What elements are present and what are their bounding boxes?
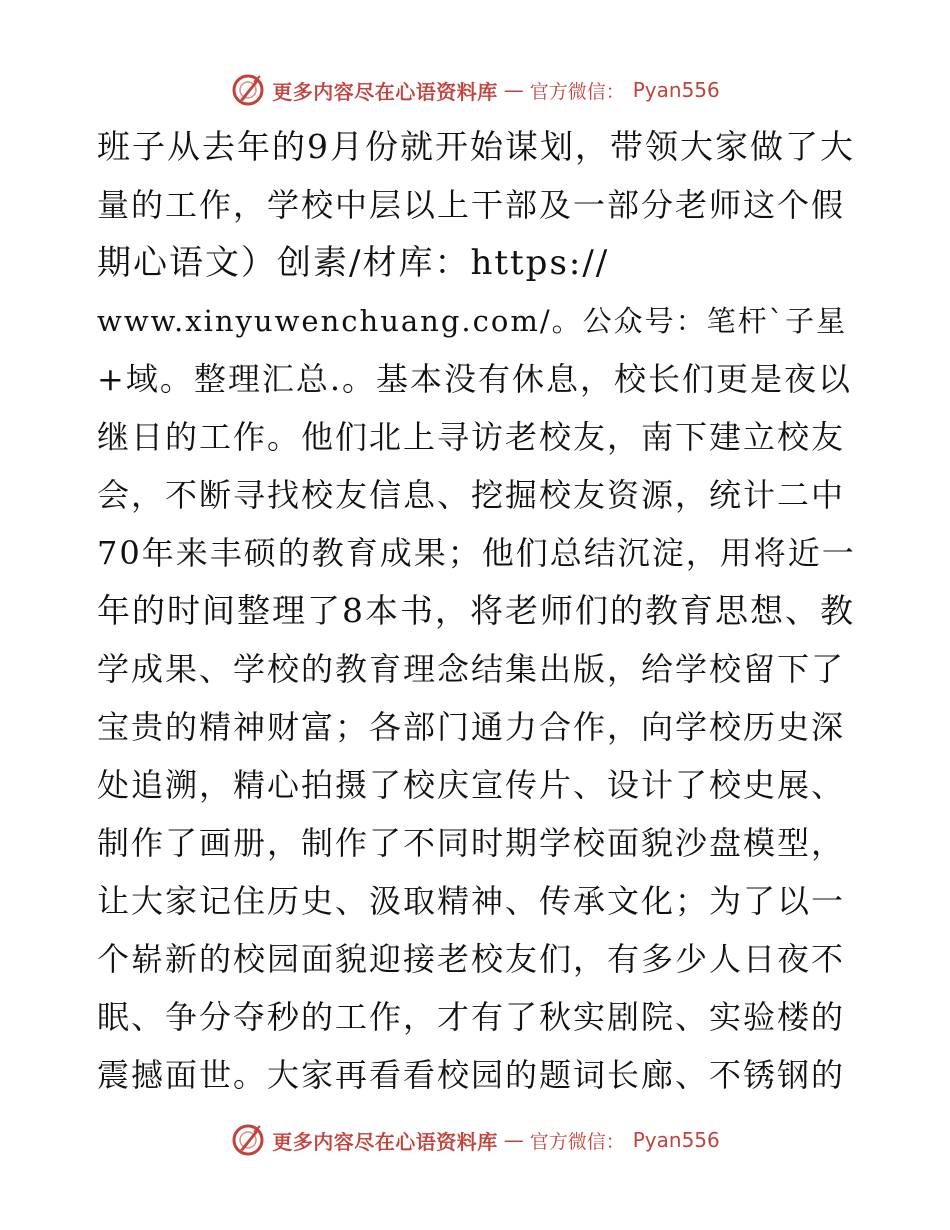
footer-wechat-id: Pyan556 — [632, 1128, 720, 1152]
text-line: 处追溯，精心拍摄了校庆宣传片、设计了校史展、 — [97, 766, 846, 804]
text-line: +域。整理汇总.。基本没有休息，校长们更是夜以 — [97, 360, 852, 398]
text-line: 会，不断寻找校友信息、挖掘校友资源，统计二中 — [97, 476, 846, 514]
document-body — [97, 118, 857, 1104]
quill-logo-icon — [230, 1122, 266, 1158]
text-line: 继日的工作。他们北上寻访老校友，南下建立校友 — [97, 418, 846, 456]
text-line: 让大家记住历史、汲取精神、传承文化；为了以一 — [97, 882, 846, 920]
quill-logo-icon — [230, 72, 266, 108]
text-line: 个崭新的校园面貌迎接老校友们，有多少人日夜不 — [97, 940, 846, 978]
header-wechat-id: Pyan556 — [632, 78, 720, 102]
text-line: 量的工作，学校中层以上干部及一部分老师这个假 — [97, 186, 846, 224]
text-line: 期心语文）创素/材库：https:// — [97, 243, 610, 283]
footer-brand-text: 更多内容尽在心语资料库 — [272, 1129, 498, 1154]
text-line: 年的时间整理了8本书，将老师们的教育思想、教 — [97, 591, 855, 630]
text-line: 70年来丰硕的教育成果；他们总结沉淀，用将近一 — [97, 534, 856, 572]
text-line: 制作了画册，制作了不同时期学校面貌沙盘模型， — [97, 824, 846, 862]
text-line: 宝贵的精神财富；各部门通力合作，向学校历史深 — [97, 708, 846, 746]
text-line: 眠、争分夺秒的工作，才有了秋实剧院、实验楼的 — [97, 998, 846, 1036]
text-line: 震撼面世。大家再看看校园的题词长廊、不锈钢的 — [97, 1056, 846, 1094]
text-line: 班子从去年的9月份就开始谋划，带领大家做了大 — [97, 127, 855, 166]
footer-dash: — — [503, 1128, 524, 1152]
header-watermark — [0, 70, 950, 110]
header-dash: — — [503, 78, 524, 102]
footer-watermark — [0, 1120, 950, 1160]
header-wechat-label: 官方微信： — [529, 80, 625, 103]
footer-wechat-label: 官方微信： — [529, 1130, 625, 1153]
text-line: www.xinyuwenchuang.com/。公众号：笔杆`子星 — [97, 304, 848, 338]
header-brand-text: 更多内容尽在心语资料库 — [272, 79, 498, 104]
text-line: 学成果、学校的教育理念结集出版，给学校留下了 — [97, 650, 846, 688]
